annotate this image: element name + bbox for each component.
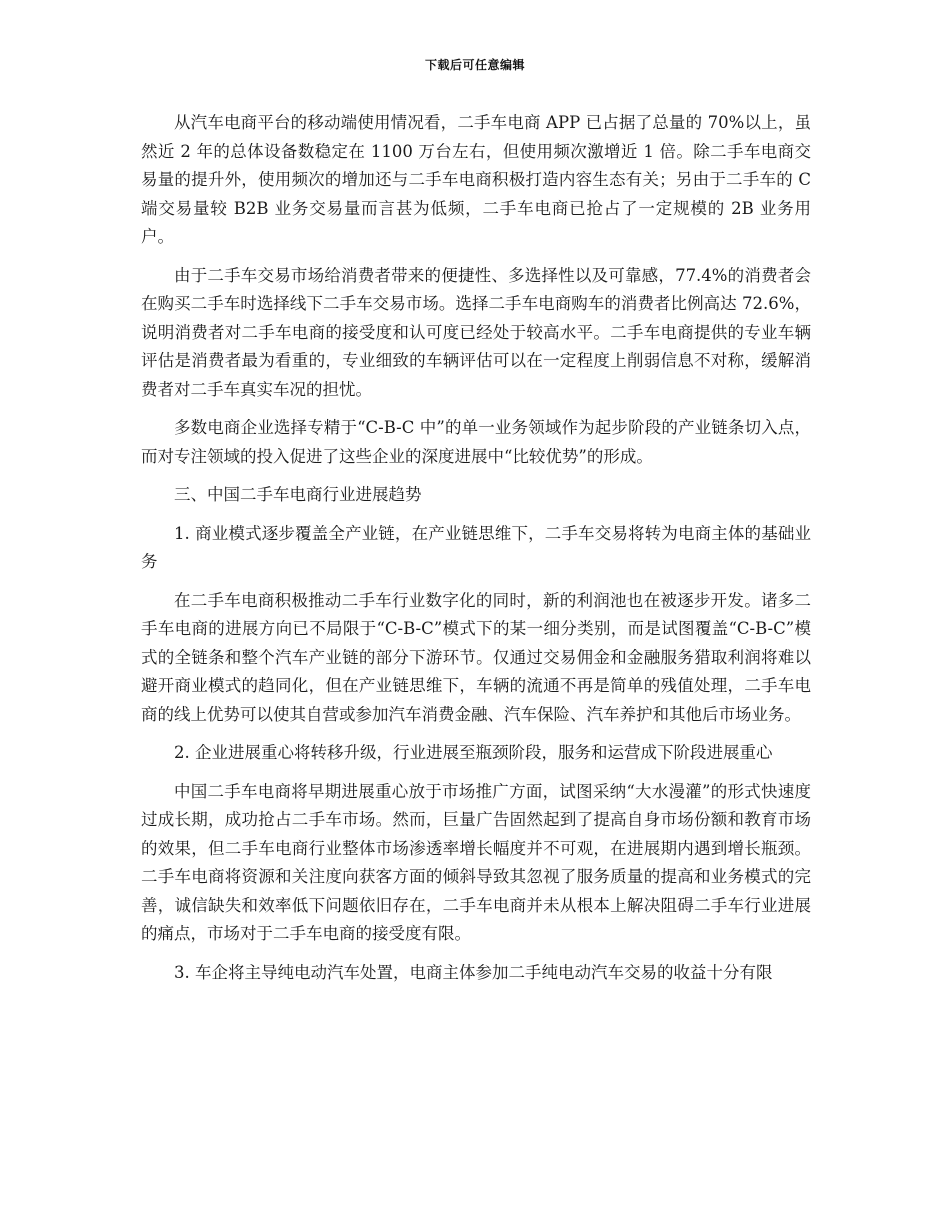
paragraph-consumer-preference: 由于二手车交易市场给消费者带来的便捷性、多选择性以及可靠感，77.4%的消费者会在购买二手车时选择线下二手车交易市场。选择二手车电商购车的消费者比例高达 72.6%，说明消费者对二手车电商的接受度和认可度已经处于较高水平。二手车电商提供的专业车辆评估是消费者最为看重的，专业细致的车辆评估可以在一定程度上削弱信息不对称，缓解消费者对二手车真实车况的担忧。 <box>141 265 811 399</box>
paragraph-mobile-usage: 从汽车电商平台的移动端使用情况看，二手车电商 APP 已占据了总量的 70%以上，虽然近 2 年的总体设备数稳定在 1100 万台左右，但使用频次激增近 1 倍。除二手车电商交易量的提升外，使用频次的增加还与二手车电商积极打造内容生态有关；另由于二手车的 C 端交易量较 B2B 业务交易量而言甚为低频，二手车电商已抢占了一定规模的 2B 业务用户。 <box>141 113 811 246</box>
section-heading-trends: 三、中国二手车电商行业进展趋势 <box>174 485 422 504</box>
subheading-business-model: 1. 商业模式逐步覆盖全产业链，在产业链思维下，二手车交易将转为电商主体的基础业务 <box>141 523 811 571</box>
page-header: 下载后可任意编辑 <box>424 58 525 72</box>
paragraph-market-promotion: 中国二手车电商将早期进展重心放于市场推广方面，试图采纳“大水漫灌”的形式快速度过成长期，成功抢占二手车市场。然而，巨量广告固然起到了提高自身市场份额和教育市场的效果，但二手车电商行业整体市场渗透率增长幅度并不可观，在进展期内遇到增长瓶颈。二手车电商将资源和关注度向获客方面的倾斜导致其忽视了服务质量的提高和业务模式的完善，诚信缺失和效率低下问题依旧存在，二手车电商并未从根本上解决阻碍二手车行业进展的痛点，市场对于二手车电商的接受度有限。 <box>141 781 811 943</box>
document-body <box>141 109 811 997</box>
subheading-development-focus: 2. 企业进展重心将转移升级，行业进展至瓶颈阶段，服务和运营成下阶段进展重心 <box>174 743 773 762</box>
paragraph-profit-pool: 在二手车电商积极推动二手车行业数字化的同时，新的利润池也在被逐步开发。诸多二手车电商的进展方向已不局限于“C-B-C”模式下的某一细分类别，而是试图覆盖“C-B-C”模式的全链条和整个汽车产业链的部分下游环节。仅通过交易佣金和金融服务猎取利润将难以避开商业模式的趋同化，但在产业链思维下，车辆的流通不再是简单的残值处理，二手车电商的线上优势可以使其自营或参加汽车消费金融、汽车保险、汽车养护和其他后市场业务。 <box>141 590 811 724</box>
subheading-electric-vehicles: 3. 车企将主导纯电动汽车处置，电商主体参加二手纯电动汽车交易的收益十分有限 <box>174 962 773 982</box>
paragraph-cbc-focus: 多数电商企业选择专精于“C-B-C 中”的单一业务领域作为起步阶段的产业链条切入点，而对专注领域的投入促进了这些企业的深度进展中“比较优势”的形成。 <box>141 418 811 466</box>
